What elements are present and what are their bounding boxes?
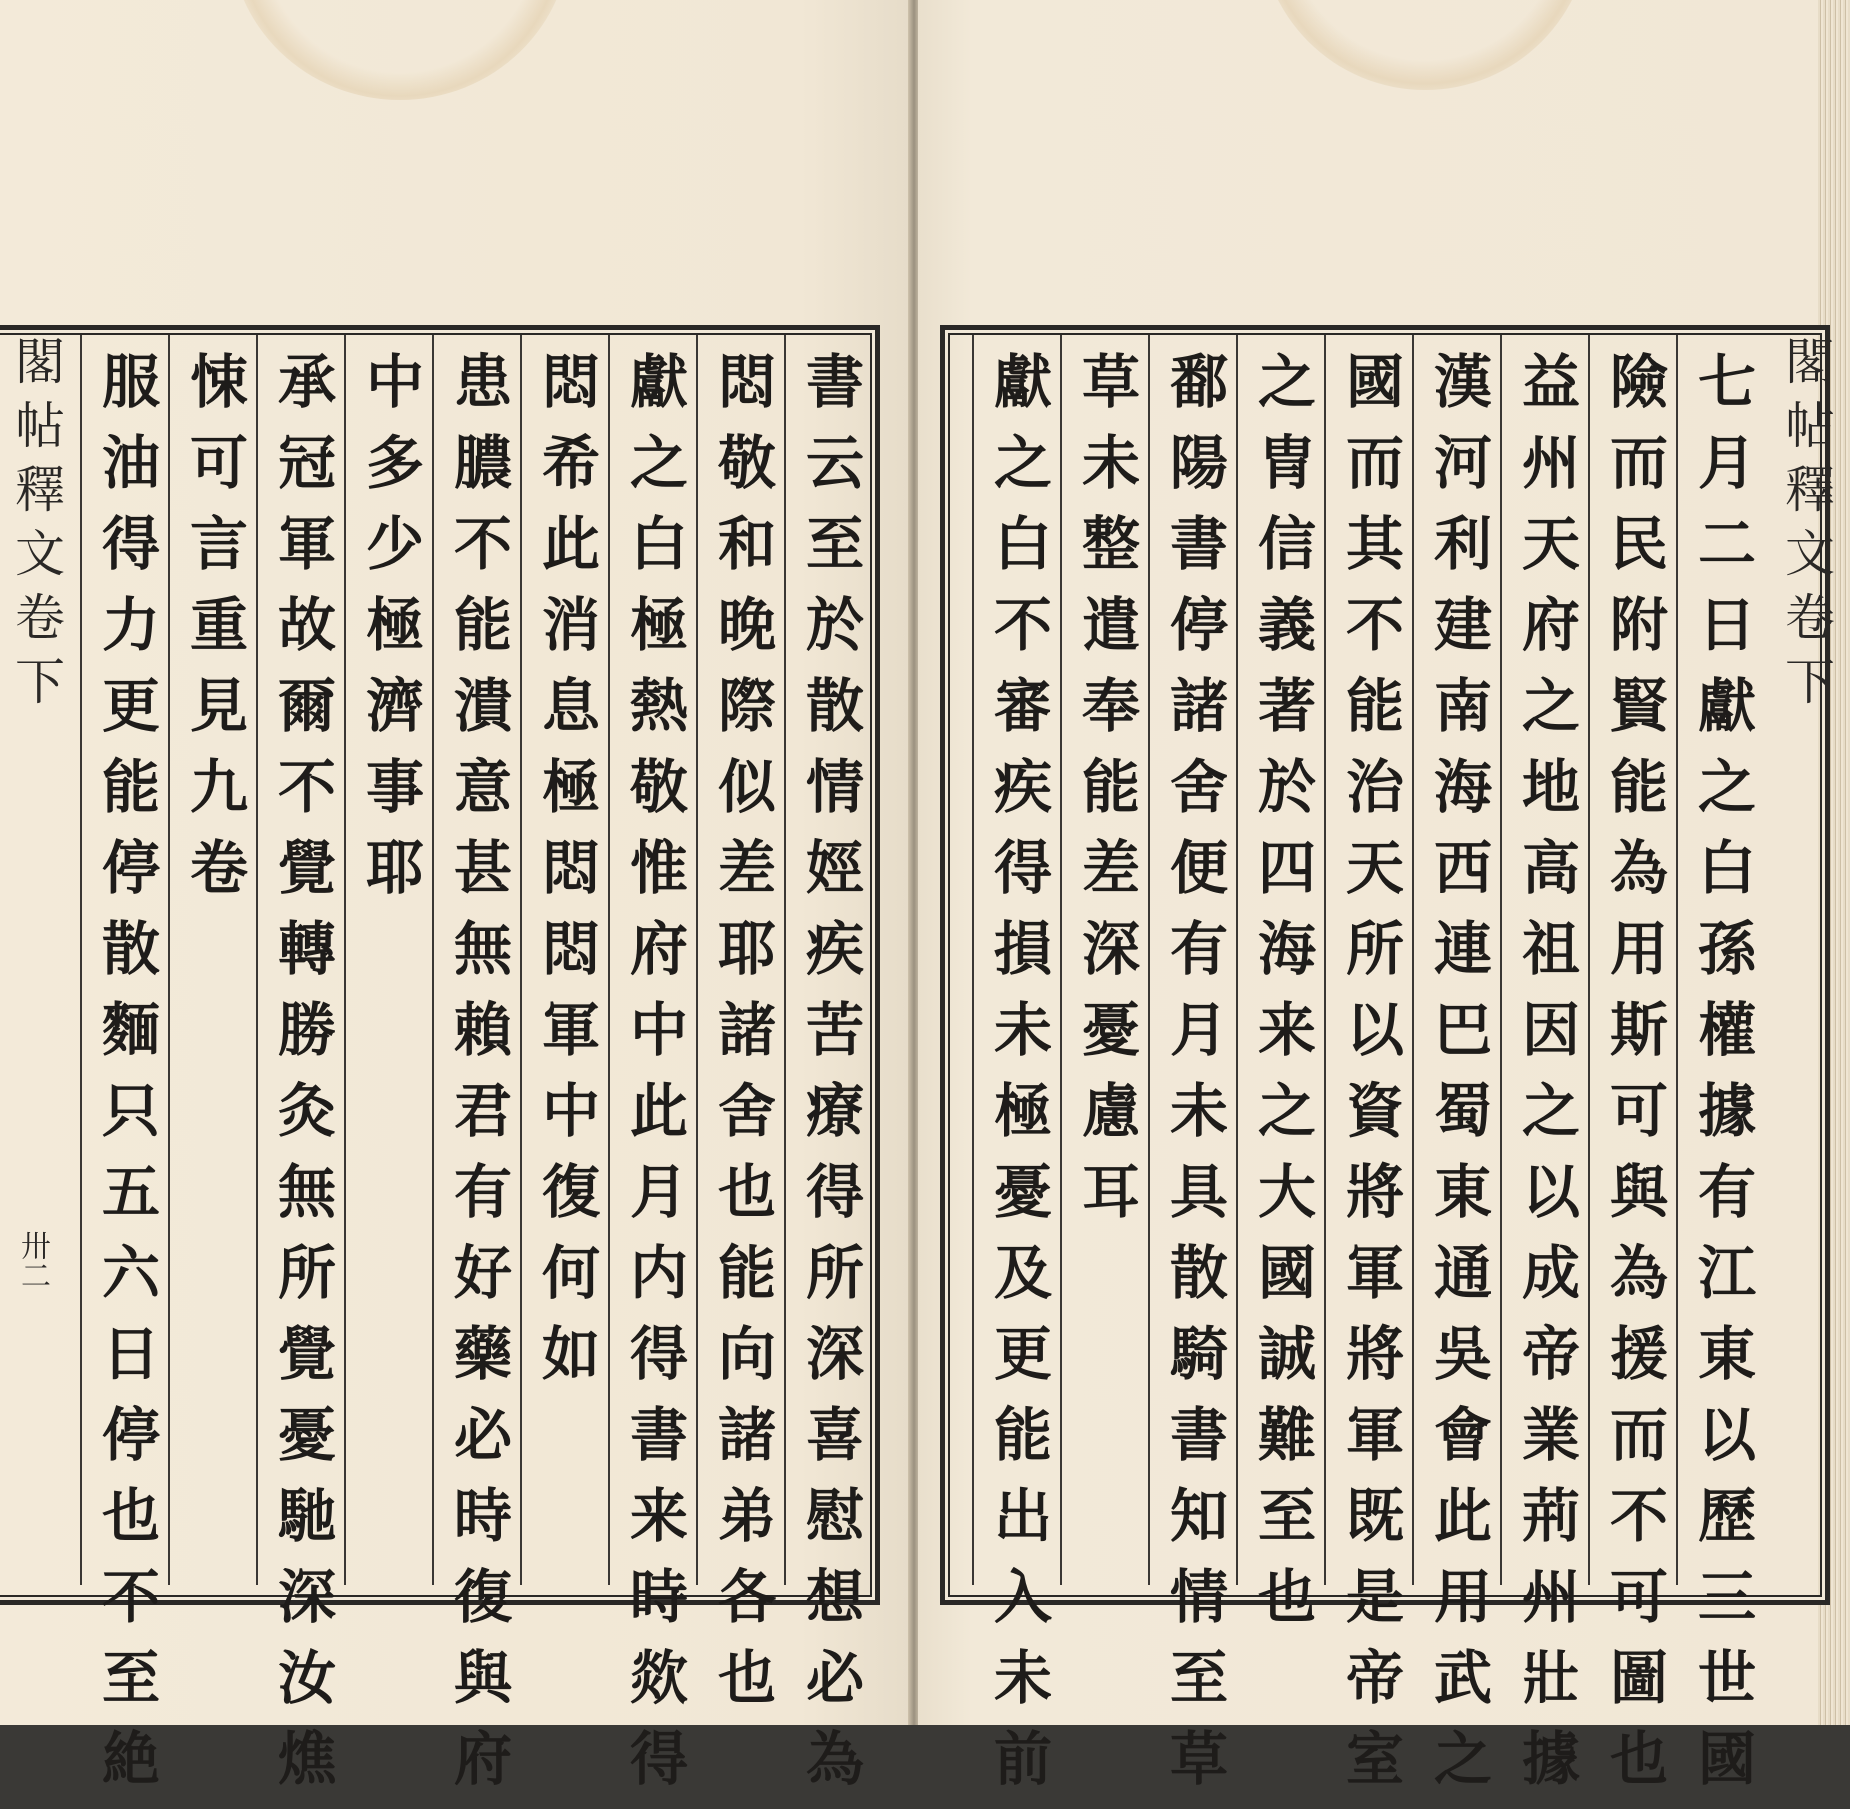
left-column-1 bbox=[784, 335, 874, 1809]
left-spine-title: 閣帖釋文卷下 bbox=[7, 335, 65, 719]
left-column-3 bbox=[608, 335, 698, 1809]
left-column-9 bbox=[80, 335, 170, 1809]
column-text: 益州天府之地高祖因之以成帝業荊州壯據 bbox=[1512, 351, 1580, 1809]
left-column-2 bbox=[696, 335, 786, 1728]
column-text: 漢河利建南海西連巴蜀東通吳會此用武之 bbox=[1424, 351, 1492, 1809]
column-text: 之冑信義著於四海来之大國誠難至也 bbox=[1248, 351, 1316, 1647]
column-text: 患膿不能潰意甚無賴君有好藥必時復與府 bbox=[444, 351, 512, 1809]
right-column-3 bbox=[1500, 335, 1590, 1809]
column-text: 草未整遣奉能差深憂慮耳 bbox=[1072, 351, 1140, 1242]
column-text: 獻之白極熱敬惟府中此月内得書来時欻得 bbox=[620, 351, 688, 1809]
right-spine-title: 閣帖釋文卷下 bbox=[1777, 335, 1835, 719]
column-text: 悶希此消息極悶悶軍中復何如 bbox=[532, 351, 600, 1404]
column-text: 七月二日獻之白孫權據有江東以歷三世國 bbox=[1688, 351, 1756, 1809]
column-text: 險而民附賢能為用斯可與為援而不可圖也 bbox=[1600, 351, 1668, 1809]
column-text: 中多少極濟事耶 bbox=[356, 351, 424, 918]
right-column-8 bbox=[1060, 335, 1150, 1585]
folio-number: 卅二 bbox=[15, 1230, 50, 1290]
column-text: 悚可言重見九卷 bbox=[180, 351, 248, 918]
water-stain bbox=[230, 0, 570, 100]
right-column-4 bbox=[1412, 335, 1502, 1809]
column-text: 國而其不能治天所以資將軍將軍既是帝室 bbox=[1336, 351, 1404, 1809]
right-column-9 bbox=[972, 335, 1062, 1809]
right-column-1 bbox=[1676, 335, 1766, 1809]
left-column-8 bbox=[168, 335, 258, 1585]
right-column-2 bbox=[1588, 335, 1678, 1809]
left-column-4 bbox=[520, 335, 610, 1585]
column-text: 鄱陽書停諸舍便有月未具散騎書知情至草 bbox=[1160, 351, 1228, 1809]
water-stain bbox=[1260, 0, 1590, 90]
column-text: 服油得力更能停散麵只五六日停也不至絶 bbox=[92, 351, 160, 1809]
right-column-7 bbox=[1148, 335, 1238, 1809]
left-column-5 bbox=[432, 335, 522, 1809]
right-column-5 bbox=[1324, 335, 1414, 1809]
column-text: 書云至於散情娙疾苦療得所深喜慰想必為 bbox=[796, 351, 864, 1809]
left-column-7 bbox=[256, 335, 346, 1809]
left-column-6 bbox=[344, 335, 434, 1585]
column-text: 獻之白不審疾得損未極憂及更能出入未前 bbox=[984, 351, 1052, 1809]
column-text: 承冠軍故爾不覺轉勝灸無所覺憂馳深汝燋 bbox=[268, 351, 336, 1809]
right-column-6 bbox=[1236, 335, 1326, 1647]
column-text: 悶敬和晚際似差耶諸舍也能向諸弟各也 bbox=[708, 351, 776, 1728]
